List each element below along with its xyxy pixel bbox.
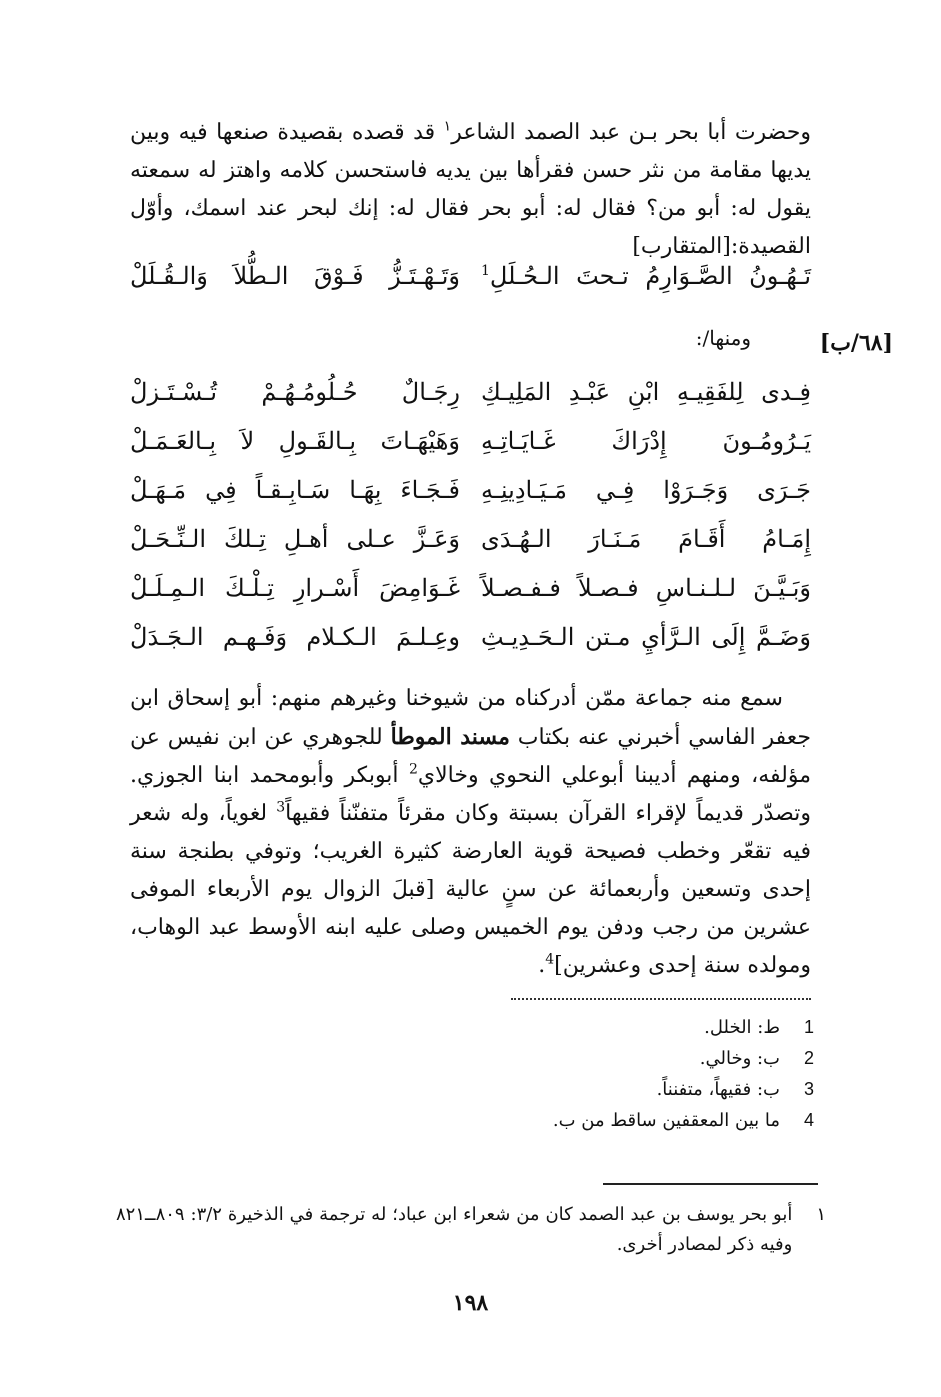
minha-label: ومنها/: — [695, 326, 751, 350]
intro-text-1: وحضرت أبا بحر بـن عبد الصمد الشاعر — [451, 120, 811, 145]
footnote — [116, 1200, 826, 1260]
footnote-rule — [603, 1183, 818, 1185]
variant-note — [316, 1074, 816, 1105]
verse-first-hemistich: تَـهُـونُ الصَّـوَارِمُ تـحتَ الـحُـلَلِ$^1$ — [481, 262, 811, 290]
poem-second-hemistich: فَـجَـاءَ بِهَـا سَـابِـقـاً فِي مَـهَـلْ — [130, 476, 460, 504]
footnote-number: ١ — [816, 1204, 826, 1225]
poem-second-hemistich: رِجَـالٌ حُـلُومُـهُـمْ تُـسْـتَـزلْ — [130, 378, 460, 406]
variant-note — [316, 1012, 816, 1043]
variant-marker-1: 1 — [481, 263, 490, 279]
intro-text-2: قد قصده بقصيدة صنعها فيه وبين يديها مقامة من نثر حسن فقرأها بين يديه فاستحسن كلامه واهتز له سمعته يقول له: أبو من؟ فقال له: أبو بحر فقال له: إنك لبحر عند اسمك، وأوّل القصيدة:[المتقارب] — [130, 120, 811, 259]
biography-paragraph: سمع منه جماعة ممّن أدركناه من شيوخنا وغيرهم منهم: أبو إسحاق ابن جعفر الفاسي أخبرني عنه بكتاب مسند الموطأ للجوهري عن ابن نفيس عن مؤلفه، ومنهم أديبنا أبوعلي النحوي وخالاي$^2$ أبوبكر وأبومحمد ابنا الجوزي. وتصدّر قديماً لإقراء القرآن بسبتة وكان مقرئاً متفنّناً فقيهاً$^3$ لغوياً، وله شعر فيه تقعّر وخطب فصيحة قوية العارضة كثيرة الغريب؛ وتوفي بطنجة سنة إحدى وتسعين وأربعمائة عن سنٍ عالية [قبلَ الزوال يوم الأربعاء الموفى عشرين من رجب ودفن يوم الخميس وصلى عليه ابنه الأوسط عبد الوهاب، ومولده سنة إحدى وعشرين]$^4$. — [130, 686, 811, 978]
variant-marker-2: 2 — [408, 761, 418, 778]
poem-first-hemistich: وَبَـيَّـنَ لـلـنـاسِ فـصـلاً فـفـصـلاً — [481, 574, 811, 602]
poem-second-hemistich: وعِـلـمَ الـكـلام وَفَـهـم الـجَـدَلْ — [130, 623, 460, 651]
variant-note-number: 4 — [803, 1110, 814, 1130]
variant-note-text: ب: وخالي. — [699, 1048, 780, 1069]
variant-marker-3: 3 — [276, 799, 286, 816]
poem-second-hemistich: وَعَـزَّ عـلى أهـلِ تِـلكَ الـنِّـحَـلْ — [130, 525, 460, 553]
variant-note-text: ما بين المعقفين ساقط من ب. — [552, 1110, 780, 1131]
intro-paragraph — [130, 114, 811, 266]
variant-note — [316, 1043, 816, 1074]
poem-second-hemistich: وَهَيْهَـاتَ بِـالقَـولِ لاَ بِـالعَـمَـلْ — [130, 427, 460, 455]
variant-note-number: 2 — [803, 1048, 814, 1068]
poem-line — [130, 427, 811, 473]
variant-note-number: 1 — [803, 1017, 814, 1037]
variant-note-number: 3 — [803, 1079, 814, 1099]
poem-line — [130, 378, 811, 424]
poem-first-hemistich: وَضَـمَّ إِلَى الـرَّأيِ مـتن الـحَـدِيـثِ — [481, 623, 811, 651]
opening-verse — [130, 262, 811, 308]
poem-first-hemistich: فِـدى لِلفَقِيـهِ ابْنِ عَبْـدِ المَلِيـكِ — [481, 378, 811, 406]
variant-note — [316, 1105, 816, 1136]
dotted-separator — [511, 998, 811, 1000]
footnote-marker-1: ١ — [443, 118, 452, 135]
poem-first-hemistich: إِمَـامُ أَقَـامَ مَـنَـارَ الـهُـدَى — [481, 525, 811, 553]
folio-marker: [٦٨/ب] — [819, 330, 893, 356]
footnote-text: أبو بحر يوسف بن عبد الصمد كان من شعراء ابن عباد؛ له ترجمة في الذخيرة ٣/٢: ٨٠٩ــ٨٢١ وفيه ذكر لمصادر أخرى. — [116, 1204, 793, 1255]
poem-line — [130, 574, 811, 620]
verse-second-hemistich: وَتَـهْـتَـزُّ فَـوْقَ الـطُّلاَ وَالـقُـلَلْ — [130, 262, 460, 290]
page-number: ١٩٨ — [452, 1290, 489, 1316]
book-title: مسند الموطأ — [390, 724, 510, 750]
variant-marker-4: 4 — [545, 951, 555, 968]
poem-first-hemistich: يَـرُومُـونَ إِدْرَاكَ غَـايَـاتِـهِ — [481, 427, 811, 455]
poem-line — [130, 476, 811, 522]
poem-first-hemistich: جَـرَى وَجَـرَوْا فِـي مَـيَـادِينِـهِ — [481, 476, 811, 504]
variant-note-text: ط: الخلل. — [704, 1017, 780, 1038]
poem-second-hemistich: غَـوَامِضَ أَسْـرارِ تِـلْـكَ الـمِـلَـلْ — [130, 574, 460, 602]
poem-line — [130, 525, 811, 571]
variant-note-text: ب: فقيهاً، متفنناً. — [656, 1079, 780, 1100]
variant-notes — [316, 1012, 816, 1136]
poem-line — [130, 623, 811, 669]
